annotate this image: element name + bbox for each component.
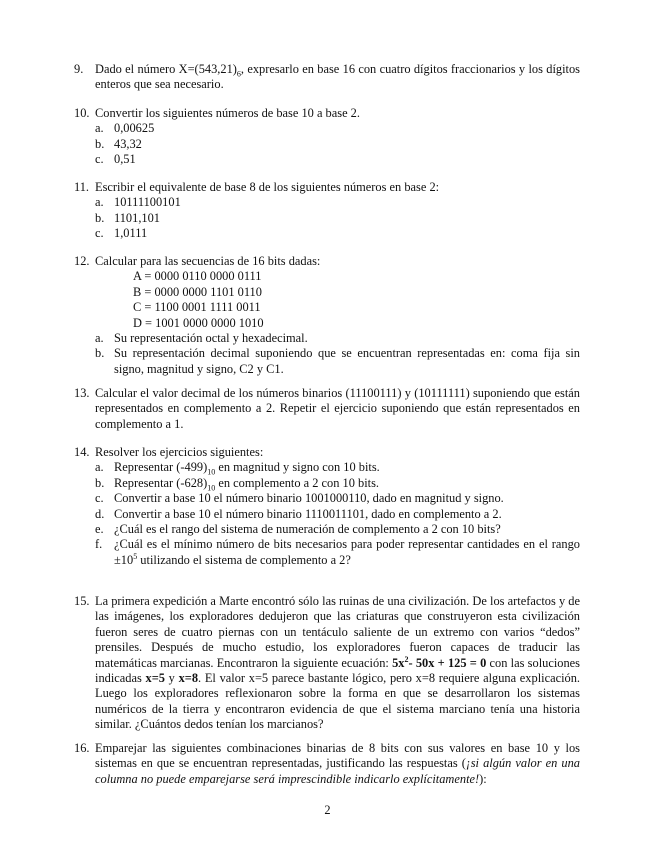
list-item: d. Convertir a base 10 el número binario 1110011101, dado en complemento a 2. xyxy=(95,506,502,521)
exercise-14 xyxy=(74,445,580,568)
list-item: a. Su representación octal y hexadecimal. xyxy=(95,331,308,346)
exercise-number: 14. xyxy=(74,445,90,459)
exercise-text: Convertir los siguientes números de base 10 a base 2. xyxy=(95,106,360,120)
list-item: c. Convertir a base 10 el número binario 1001000110, dado en magnitud y signo. xyxy=(95,491,504,506)
exercise-text: Resolver los ejercicios siguientes: xyxy=(95,445,264,459)
exercise-number: 12. xyxy=(74,254,90,268)
exercise-text: Calcular el valor decimal de los números binarios (11100111) y (10111111) suponiendo que están representados en complemento a 2. Repetir el ejercicio suponiendo que están representados en complemento a 1. xyxy=(95,386,580,431)
bit-sequence: C = 1100 0001 1111 0011 xyxy=(133,300,261,315)
list-item: f. ¿Cuál es el mínimo número de bits necesarios para poder representar cantidades en el rango $\pm 10^5$ utilizando el sistema de complemento a 2? xyxy=(95,537,580,567)
exercise-text: Emparejar las siguientes combinaciones binarias de 8 bits con sus valores en base 10 y los sistemas en que se encuentran representadas, justificando las respuestas (¡si algún valor en una columna no puede emparejarse será imprescindible indicarlo explícitamente!): xyxy=(95,741,580,786)
exercise-number: 15. xyxy=(74,594,90,608)
bit-sequence: A = 0000 0110 0000 0111 xyxy=(133,269,262,284)
list-item: a. 10111100101 xyxy=(95,195,181,210)
exercise-number: 11. xyxy=(74,180,90,194)
exercise-10 xyxy=(74,106,580,168)
list-item: a. Representar $(-499)_{10}$ en magnitud y signo con 10 bits. xyxy=(95,460,380,477)
exercise-text: Dado el número $X=(543,21)_6$, expresarlo en base 16 con cuatro dígitos fraccionarios y los dígitos enteros que sea necesario. xyxy=(95,62,580,92)
list-item: b. Representar $(-628)_{10}$ en complemento a 2 con 10 bits. xyxy=(95,475,380,493)
exercise-13 xyxy=(74,386,580,432)
exercise-number: 16. xyxy=(74,741,90,755)
exercise-text: Escribir el equivalente de base 8 de los siguientes números en base 2: xyxy=(95,180,440,194)
exercise-9 xyxy=(74,62,580,93)
list-item: b. Su representación decimal suponiendo que se encuentran representadas en: coma fija sin signo, magnitud y signo, C2 y C1. xyxy=(95,346,580,376)
equation: $5x^2-$ 50x + 125 = 0 xyxy=(392,654,487,670)
exercise-text: La primera expedición a Marte encontró sólo las ruinas de una civilización. De los artefactos y de las imágenes, los exploradores dedujeron que las criaturas que construyeron esta civilización fueron seres de cuatro piernas con un tentáculo saliente de un extremo con varios “dedos” prensiles. Después de mucho estudio, los exploradores fueron capaces de traducir las matemáticas marcianas. Encontraron la siguiente ecuación: $5x^2-$ 50x + 125 = 0 con las soluciones indicadas x=5 y x=8. El valor x=5 parece bastante lógico, pero x=8 requiere alguna explicación. Luego los exploradores reflexionaron sobre la forma en que se desarrollaron los sistemas numéricos de la tierra y encontraron evidencia de que el sistema marciano tenía una historia similar. ¿Cuántos dedos tenían los marcianos? xyxy=(95,594,581,732)
exercise-number: 10. xyxy=(74,106,90,120)
bit-sequence: B = 0000 0000 1101 0110 xyxy=(133,284,262,299)
exercise-number: 9. xyxy=(74,62,84,76)
list-item: a. 0,00625 xyxy=(95,121,155,136)
page-number: 2 xyxy=(324,803,331,817)
exercise-text: Calcular para las secuencias de 16 bits dadas: xyxy=(95,254,321,268)
bit-sequence: D = 1001 0000 0000 1010 xyxy=(133,315,264,330)
exercise-11 xyxy=(74,180,580,242)
exercise-12 xyxy=(74,254,580,377)
exercise-number: 13. xyxy=(74,386,90,400)
list-item: e. ¿Cuál es el rango del sistema de numeración de complemento a 2 con 10 bits? xyxy=(95,522,501,537)
exercise-16 xyxy=(74,741,580,787)
list-item: b. 1101,101 xyxy=(95,210,161,225)
exercise-15 xyxy=(74,594,581,733)
list-item: c. 1,0111 xyxy=(95,226,148,241)
list-item: c. 0,51 xyxy=(95,152,136,167)
list-item: b. 43,32 xyxy=(95,136,142,151)
